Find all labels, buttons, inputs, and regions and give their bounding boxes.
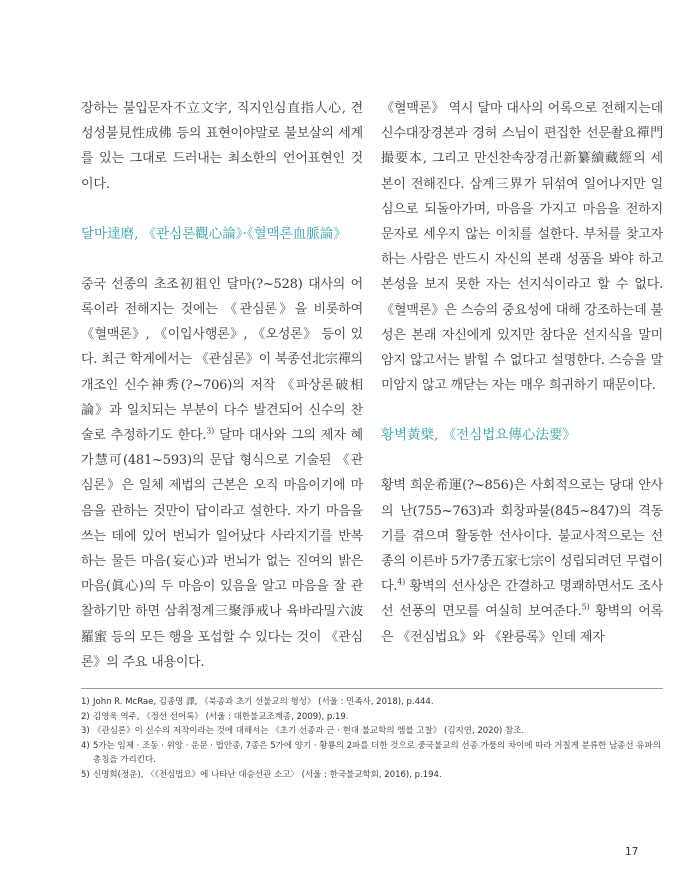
footnote-number: 1) [81, 697, 90, 707]
footnote-text: 5가는 임제 · 조동 · 위앙 · 운문 · 법안종, 7종은 5가에 양기 · 황룡의 2파를 더한 것으로 중국불교의 선종 가풍의 차이에 따라 거칠게 분류한 남종선 유파의 총칭을 가리킨다. [93, 740, 661, 765]
footnote-divider [81, 688, 663, 689]
footnote-number: 2) [81, 711, 90, 722]
section-heading-dharma: 달마達磨, 《관심론觀心論》·《혈맥론血脈論》 [81, 225, 347, 242]
footnote-item [81, 710, 663, 725]
footnote-item [81, 739, 663, 768]
footnote-text: 김영욱 역주, 《정선 선어록》 (서울 : 대한불교조계종, 2009), p.19. [93, 711, 349, 722]
paragraph-huangbo-part3: 황벽의 어록은 《전심법요》와 《완릉록》인데 제자 [381, 604, 663, 645]
footnote-number: 5) [81, 769, 90, 780]
section-heading-huangbo: 황벽黃檗, 《전심법요傳心法要》 [381, 427, 576, 444]
paragraph-intro-continued: 장하는 불입문자不立文字, 직지인심直指人心, 견성성불見性成佛 등의 표현이야말로 불보살의 세계를 있는 그대로 드러내는 최소한의 언어표현인 것이다. [81, 101, 363, 192]
paragraph-huangbo-part2: 황벽의 선사상은 간결하고 명쾌하면서도 조사선 선풍의 면모를 여실히 보여준다. [381, 579, 663, 620]
paragraph-huangbo [381, 473, 663, 649]
footnote-text: John R. McRae, 김종명 譯, 《북종과 초기 선불교의 형성》 (서울 : 민족사, 2018), p.444. [93, 697, 434, 707]
paragraph-dharma [81, 272, 363, 675]
paragraph-hyeolmaekron: 《혈맥론》 역시 달마 대사의 어록으로 전해지는데 신수대장경본과 경허 스님이 편집한 선문촬요禪門撮要本, 그리고 만신찬속장경卍新纂續藏經의 세 본이 전해진다. 삼계三界가 뒤섞여 일어나지만 일심으로 되돌아가며, 마음을 가지고 마음을 전하지 문자로 세우지 않는 이치를 설한다. 부처를 찾고자 하는 사람은 반드시 자신의 본래 성품을 봐야 하고 본성을 보지 못한 자는 선지식이라고 할 수 없다. 《혈맥론》은 스승의 중요성에 대해 강조하는데 불성은 본래 자신에게 있지만 참다운 선지식을 말미암지 않고서는 밝힐 수 없다고 설명한다. 스승을 말미암지 않고 깨닫는 자는 매우 희귀하기 때문이다. [381, 101, 663, 394]
paragraph-dharma-part1: 중국 선종의 초조初祖인 달마(?~528) 대사의 어록이라 전해지는 것에는 《관심론》을 비롯하여 《혈맥론》, 《이입사행론》, 《오성론》 등이 있다. 최근 학계에서는 《관심론》이 북종선北宗禪의 개조인 신수神秀(?~706)의 저작 《파상론破相論》과 일치되는 부분이 다수 발견되어 신수의 찬술로 추정하기도 한다. [81, 276, 363, 444]
footnote-ref-5[interactable]: 5) [581, 603, 590, 613]
footnote-ref-3[interactable]: 3) [206, 426, 215, 436]
footnote-item [81, 768, 663, 783]
footnote-number: 4) [81, 740, 90, 751]
footnotes [81, 695, 663, 782]
paragraph-huangbo-part1: 황벽 희운希運(?~856)은 사회적으로는 당대 안사의 난(755~763)과 회창파불(845~847)의 격동기를 겪으며 활동한 선사이다. 불교사적으로는 선종의 이른바 5가7종五家七宗이 성립되려던 무렵이다. [381, 478, 663, 595]
footnote-item [81, 724, 663, 739]
left-column [81, 96, 363, 675]
footnote-ref-4[interactable]: 4) [397, 577, 406, 587]
footnote-text: 신명희(정운), 〈《전심법요》에 나타난 대승선관 소고〉 (서울 : 한국불교학회, 2016), p.194. [93, 769, 442, 780]
page-number: 17 [625, 846, 639, 858]
right-column [381, 96, 663, 650]
footnote-item [81, 695, 663, 710]
footnote-text: 《관심론》이 신수의 저작이라는 것에 대해서는 《초기 선종과 근 · 현대 불교학의 엠블 고찰》 (김지연, 2020) 참조. [93, 726, 525, 736]
footnote-number: 3) [81, 726, 90, 736]
paragraph-dharma-part2: 달마 대사와 그의 제자 혜가慧可(481~593)의 문답 형식으로 기술된 《관심론》은 일체 제법의 근본은 오직 마음이기에 마음을 관하는 것만이 답이라고 설한다. 자기 마음을 쓰는 데에 있어 번뇌가 일어났다 사라지기를 반복하는 물든 마음(妄心)과 번뇌가 없는 진여의 밝은 마음(眞心)의 두 마음이 있음을 알고 마음을 잘 관찰하기만 하면 삼취정계三聚淨戒나 육바라밀六波羅蜜 등의 모든 행을 포섭할 수 있다는 것이 《관심론》의 주요 내용이다. [81, 428, 363, 670]
